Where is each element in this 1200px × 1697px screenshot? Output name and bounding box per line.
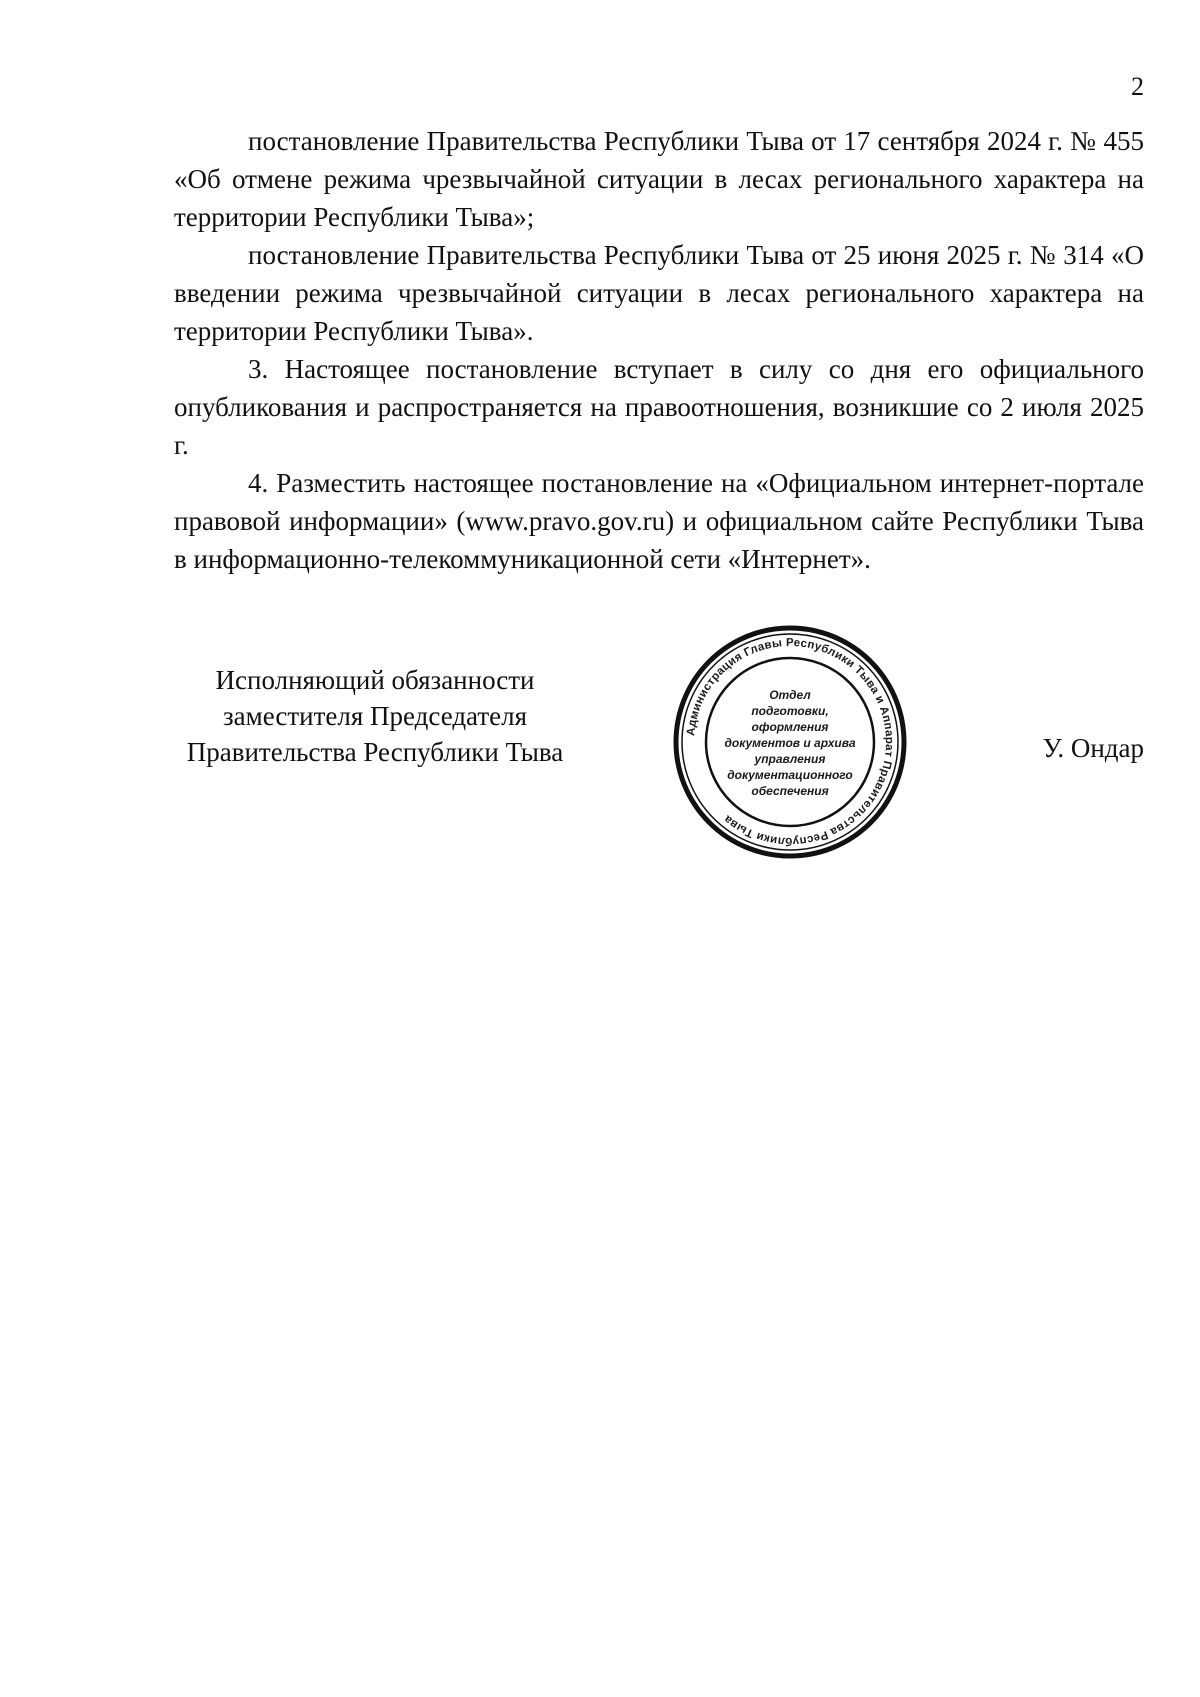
page-number: 2 bbox=[1131, 72, 1144, 101]
official-stamp bbox=[670, 622, 910, 862]
signatory-name: У. Ондар bbox=[1042, 733, 1144, 763]
stamp-inner-line: Отдел bbox=[769, 688, 811, 702]
stamp-inner-line: управления bbox=[754, 752, 826, 766]
document-body bbox=[174, 122, 1144, 578]
paragraph-effective-date: 3. Настоящее постановление вступает в силу со дня его официального опубликования и распространяется на правоотношения, возникшие со 2 июля 2025 г. bbox=[174, 354, 1144, 460]
paragraph-repealed-resolution-314: постановление Правительства Республики Тыва от 25 июня 2025 г. № 314 «О введении режима чрезвычайной ситуации в лесах регионального характера на территории Республики Тыва». bbox=[174, 240, 1144, 346]
paragraph-repealed-resolution-455: постановление Правительства Республики Тыва от 17 сентября 2024 г. № 455 «Об отмене режима чрезвычайной ситуации в лесах регионального характера на территории Республики Тыва»; bbox=[174, 126, 1144, 232]
paragraph-publication: 4. Разместить настоящее постановление на «Официальном интернет-портале правовой информации» (www.pravo.gov.ru) и официальном сайте Республики Тыва в информационно-телекоммуникационной сети «Интернет». bbox=[174, 468, 1144, 574]
stamp-inner-line: оформления bbox=[751, 720, 829, 734]
signatory-position-line: Исполняющий обязанности bbox=[215, 665, 535, 695]
stamp-inner-line: обеспечения bbox=[751, 784, 829, 798]
stamp-inner-line: документационного bbox=[727, 768, 853, 782]
signatory-position-line: Правительства Республики Тыва bbox=[186, 737, 564, 767]
signatory-position bbox=[170, 662, 580, 770]
signatory-position-line: заместителя Председателя bbox=[222, 701, 528, 731]
stamp-seal-graphic bbox=[670, 622, 910, 862]
stamp-inner-line: документов и архива bbox=[724, 736, 856, 750]
stamp-inner-line: подготовки, bbox=[751, 704, 829, 718]
stamp-ring-text-path: Администрация Главы Республики Тыва и Аппарат Правительства Республики Тыва bbox=[685, 636, 896, 848]
